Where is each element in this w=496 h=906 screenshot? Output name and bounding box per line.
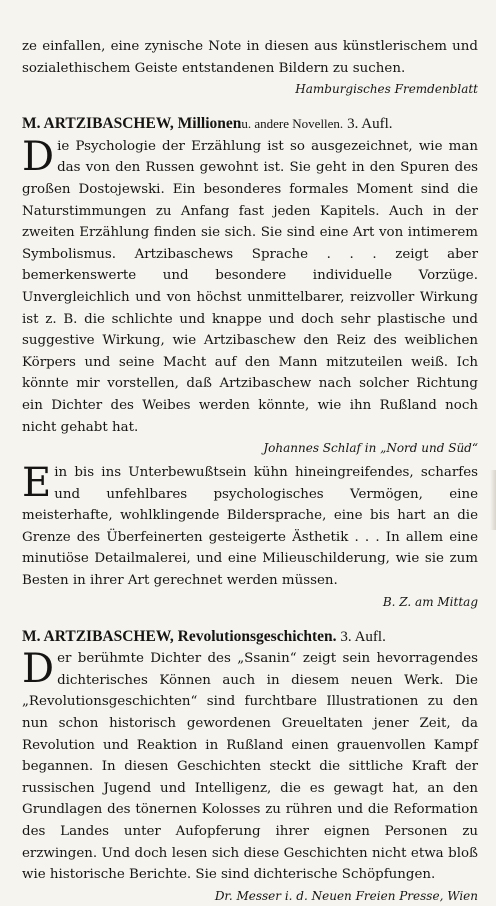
section2-edition: 3. Aufl. [340,628,386,645]
section1-quote2-dropcap: E [22,460,52,507]
section1-subtitle: u. andere Novellen. [241,116,344,132]
intro-block [22,36,478,99]
section1-quote1-attribution: Johannes Schlaf in „Nord und Süd“ [263,441,478,456]
page-edge-shadow [490,470,496,530]
section2-title: Revolutionsgeschichten. [177,627,337,645]
section2-quote-text: er berühmte Dichter des „Ssanin“ zeigt sein hevorragendes dichterisches Können auch in diesem neuen Werk. Die „Revolutionsgeschichten“ sind furchtbare Illustrationen zu den nun schon historisch gewordenen Greueltaten jener Zeit, da Revolution und Reaktion in Rußland einen grauenvollen Kampf begannen. In diesen Geschichten steckt die sittliche Kraft der russischen Jugend und Intelligenz, die es gewagt hat, an den Grundlagen des tönernen Kolosses zu rühren und die Reformation des Landes unter Aufopferung ihrer eignen Personen zu erzwingen. Und doch lesen sich diese Geschichten nicht etwa bloß wie historische Berichte. Sie sind dichterische Schöpfungen. [22,651,478,883]
section2-author: M. ARTZIBASCHEW, [22,627,174,645]
section1-quote2 [22,462,478,612]
section1-title: Millionen [177,115,242,133]
section2-quote-attribution: Dr. Messer i. d. Neuen Freien Presse, Wien [214,888,478,903]
section1-quote2-attribution: B. Z. am Mittag [382,594,478,609]
section1-quote1 [22,133,478,458]
section1-quote1-text: ie Psychologie der Erzählung ist so ausgezeichnet, wie man das von den Russen gewohnt ist. Sie geht in den Spuren des großen Dostojewski. Ein besonderes formales Moment sind die Naturstimmungen zu Anfang fast jeden Kapitels. Auch in der zweiten Erzählung finden sie sich. Sie sind eine Art von intimerem Symbolismus. Artzibaschews Sprache . . . zeigt aber bemerkenswerte und besondere individuelle Vorzüge. Unvergleichlich und von höchst unmittelbarer, reizvoller Wirkung ist z. B. die schlichte und knappe und doch sehr plastische und suggestive Wirkung, wie Artzibaschew den Reiz des weiblichen Körpers und seine Macht auf den Mann mitzuteilen weiß. Ich könnte mir vorstellen, daß Artzibaschew nach solcher Richtung ein Dichter des Weibes werden könnte, wie ihn Rußland noch nicht gehabt hat. [22,138,478,435]
section2-quote-dropcap: D [22,646,55,693]
section1-quote1-dropcap: D [22,133,55,180]
section2-heading [22,626,478,649]
section1-quote2-text: in bis ins Unterbewußtsein kühn hineingreifendes, scharfes und unfehlbares psychologisches Vermögen, eine meisterhafte, wohlklingende Bildersprache, eine bis hart an die Grenze des Überfeinerten gesteigerte Ästhetik . . . In allem eine minutiöse Detailmalerei, und eine Milieuschilderung, wie sie zum Besten in ihrer Art gerechnet werden müssen. [22,465,478,589]
intro-attribution: Hamburgisches Fremdenblatt [295,82,478,97]
intro-text: ze einfallen, eine zynische Note in diesen aus künstlerischem und sozialethischem Geiste entstandenen Bildern zu suchen. [22,39,478,76]
section2-quote [22,648,478,906]
section1-author: M. ARTZIBASCHEW, [22,115,174,133]
section1-heading [22,113,478,136]
section1-edition: 3. Aufl. [347,116,393,133]
